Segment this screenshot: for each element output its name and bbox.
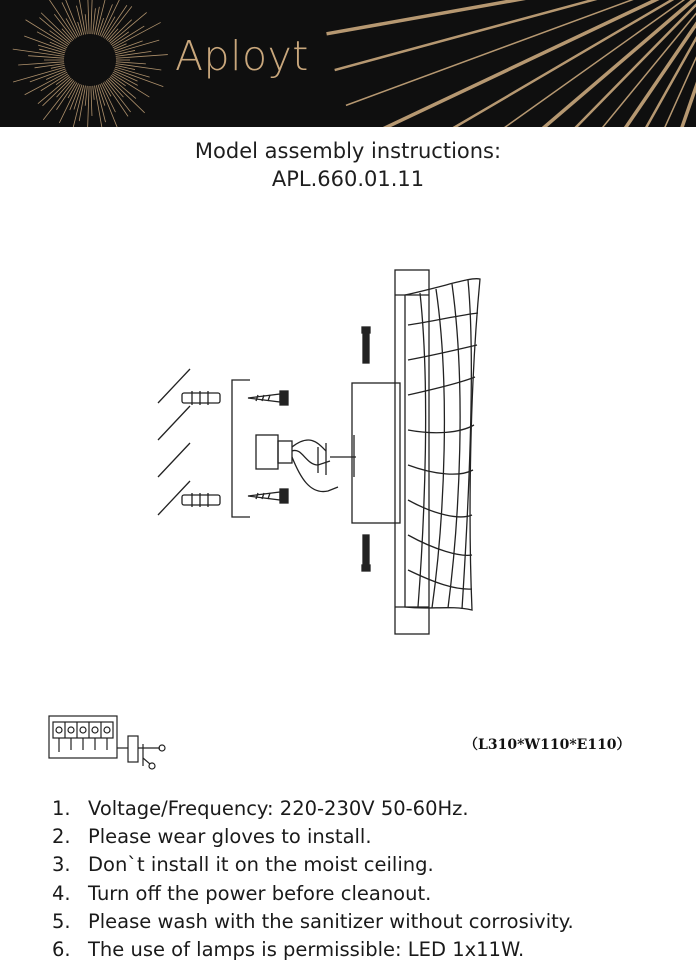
instruction-text: Don`t install it on the moist ceiling. [88, 853, 434, 877]
sun-ray [106, 80, 131, 112]
instruction-item [52, 823, 574, 851]
header-banner [0, 0, 696, 127]
title-line: Model assembly instructions: [194, 139, 502, 163]
assembly-diagram [150, 265, 490, 645]
instruction-number: 5. [52, 909, 71, 933]
instruction-number: 3. [52, 853, 71, 877]
wood-screw [248, 391, 288, 405]
sun-ray [116, 51, 152, 56]
dimensions-label: （L310*W110*E110） [464, 737, 631, 753]
mounting-bracket [232, 380, 250, 517]
sun-ray [115, 40, 159, 53]
sun-ray [43, 78, 72, 106]
sun-ray [105, 5, 127, 38]
sun-ray [28, 56, 64, 59]
sun-ray [88, 0, 89, 34]
wiring-schematic [48, 714, 168, 772]
sun-ray [91, 0, 93, 34]
sun-ray [100, 84, 118, 127]
sun-ray [112, 74, 149, 97]
sunburst-logo-graphic [0, 0, 696, 127]
sun-ray [50, 31, 69, 45]
terminal-block [256, 435, 356, 492]
decor-ray [474, 0, 696, 127]
fixing-bolt [362, 327, 370, 363]
sun-ray [116, 62, 146, 64]
instruction-number: 6. [52, 938, 71, 962]
instruction-number: 2. [52, 825, 71, 849]
brand-logo: Aployt [175, 32, 309, 80]
instruction-number: 1. [52, 797, 71, 820]
instruction-text: Voltage/Frequency: 220-230V 50-60Hz. [88, 797, 469, 820]
instruction-number: 4. [52, 881, 71, 905]
sun-ray [93, 86, 94, 100]
sun-ray [112, 26, 144, 46]
sun-ray [100, 4, 113, 36]
sun-ray [105, 82, 128, 117]
sun-ray [114, 69, 163, 87]
wall-plug [182, 493, 220, 507]
sun-ray [38, 77, 70, 104]
decor-ray [568, 0, 696, 127]
sun-ray [85, 14, 87, 34]
sun-ray [85, 86, 87, 106]
model-number: APL.660.01.11 [271, 167, 425, 191]
fixing-bolt [362, 535, 370, 571]
sun-ray [25, 72, 67, 95]
document-title [0, 137, 696, 193]
instruction-text: Please wash with the sanitizer without corrosivity. [88, 909, 574, 933]
instruction-text: The use of lamps is permissible: LED 1x11W. [88, 938, 525, 962]
back-plate [352, 383, 400, 523]
instruction-item [52, 851, 574, 879]
sun-ray [87, 86, 89, 127]
instruction-item [52, 795, 574, 823]
sun-ray [77, 0, 85, 34]
decor-ray [398, 0, 696, 127]
sun-ray [91, 86, 92, 116]
instruction-list [52, 795, 574, 964]
sun-ray [109, 20, 132, 42]
sun-ray [39, 18, 70, 44]
sun-ray [35, 64, 65, 68]
wood-screw [248, 489, 288, 503]
wall-plug [182, 391, 220, 405]
instruction-text: Please wear gloves to install. [88, 825, 372, 849]
instruction-text: Turn off the power before cleanout. [88, 881, 432, 905]
instruction-item [52, 936, 574, 964]
instruction-item [52, 908, 574, 936]
lamp-body [395, 270, 480, 634]
instruction-item [52, 880, 574, 908]
sun-ray [113, 72, 138, 85]
wall-hatching [158, 369, 190, 515]
